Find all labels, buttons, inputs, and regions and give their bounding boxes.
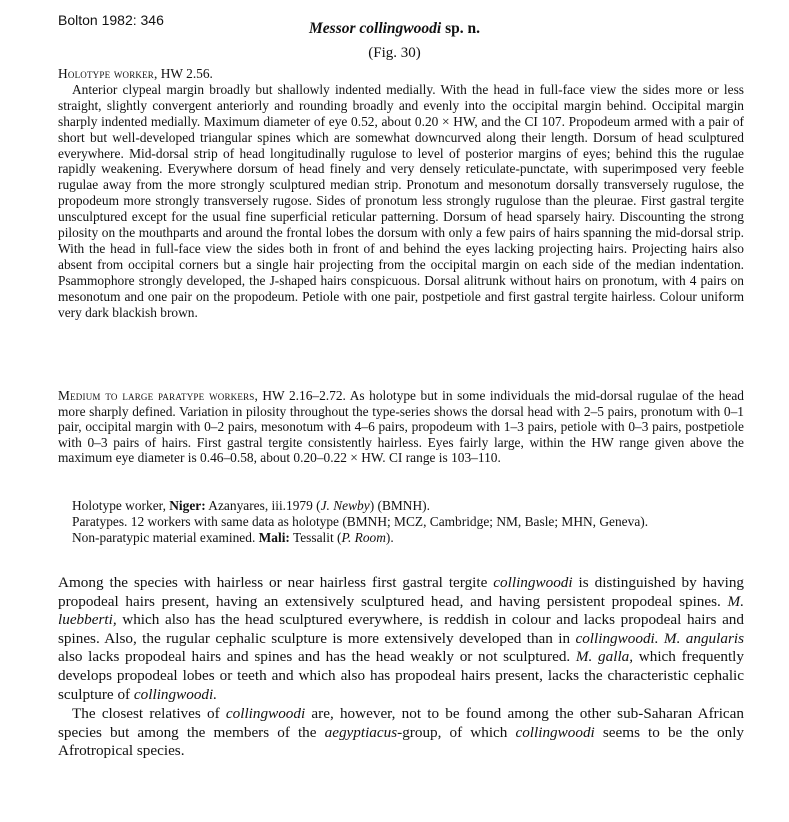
- discussion-text: is distinguished by having propodeal hairs present, having an extensively sculptured head, and having persistent propodeal spines.: [58, 574, 745, 610]
- species-ref: M. galla,: [575, 648, 634, 666]
- species-ref: collingwoodi: [515, 723, 595, 741]
- figure-reference: (Fig. 30): [368, 45, 421, 61]
- holotype-depository: ) (BMNH).: [369, 498, 430, 513]
- material-examined: [58, 498, 744, 546]
- discussion-paragraph-1: [58, 574, 744, 704]
- species-ref: collingwoodi. M. angularis: [575, 629, 744, 647]
- holotype-description: [58, 66, 744, 321]
- holotype-text: Anterior clypeal margin broadly but shallowly indented medially. With the head in full-face view the sides more or less straight, slightly convergent anteriorly and rounding broadly and evenly into the occipital margin behind. Occipital margin sharply indented medially. Maximum diameter of eye 0.52, about 0.20 × HW, and the CI 107. Propodeum armed with a pair of short but well-developed triangular spines which are somewhat downcurved along their length. Dorsum of head sculptured everywhere. Mid-dorsal strip of head longitudinally rugulose to level of posterior margins of eyes; behind this the rugulae rapidly weakening. Everywhere dorsum of head finely and very densely reticulate-punctate, with superimposed very feeble rugulae away from the more strongly sculptured median strip. Pronotum and mesonotum dorsally transversely rugulose, the propodeum more strongly transversely rugose. Sides of pronotum less strongly rugulose than the pleurae. First gastral tergite unsculptured except for the usual fine superficial reticular patterning. Dorsum of head sparsely hairy. Discounting the strong pilosity on the mouthparts and around the frontal lobes the dorsum with only a few pairs of hairs spanning the mid-dorsal strip. With the head in full-face view the sides both in front of and behind the eyes lacking projecting hairs. Projecting hairs also absent from occipital corners but a single hair projecting from the occipital margin on each side of the median indentation. Psammophore strongly developed, the J-shaped hairs conspicuous. Dorsal alitrunk without hairs on pronotum, with 4 pairs on mesonotum and one pair on the propodeum. Petiole with one pair, postpetiole and first gastral tergite hairless. Colour uniform very dark blackish brown.: [58, 81, 744, 320]
- holotype-hw: , HW 2.56.: [154, 66, 213, 81]
- holotype-heading: Holotype worker: [58, 66, 155, 81]
- discussion: [58, 574, 744, 761]
- discussion-text: which also has the head sculptured everywhere, is reddish in colour and lacks propodeal hairs and spines. Also, the rugular cephalic sculpture is more extensively developed than in: [58, 611, 744, 647]
- holotype-country: Niger:: [169, 498, 206, 513]
- nonparatypic-collector: P. Room: [341, 530, 386, 545]
- paratype-description: [58, 388, 744, 466]
- nonparatypic-pre: Non-paratypic material examined.: [72, 530, 259, 545]
- paratype-material: Paratypes. 12 workers with same data as holotype (BMNH; MCZ, Cambridge; NM, Basle; MHN, Geneva).: [72, 514, 649, 529]
- discussion-text: seems to be the only Afrotropical species.: [58, 723, 745, 760]
- discussion-paragraph-2: [58, 705, 744, 761]
- species-ref: collingwoodi.: [133, 685, 218, 703]
- species-name: Messor collingwoodi: [309, 20, 442, 37]
- discussion-text: The closest relatives of: [72, 705, 226, 723]
- holotype-locality: Azanyares, iii.1979 (: [205, 498, 321, 513]
- species-ref: collingwoodi: [225, 705, 306, 723]
- nonparatypic-material: [58, 530, 744, 546]
- nonparatypic-locality: Tessalit (: [289, 530, 342, 545]
- paratype-hw: , HW 2.16–2.72.: [254, 388, 346, 403]
- nonparatypic-post: ).: [385, 530, 394, 545]
- holotype-material: [58, 498, 744, 514]
- citation-label: Bolton 1982: 346: [58, 12, 164, 28]
- species-ref: collingwoodi: [493, 574, 573, 591]
- discussion-text: are, however, not to be found among the other sub-Saharan African species but among the members of the: [58, 705, 745, 741]
- discussion-text: which frequently develops propodeal lobes or teeth and which also has propodeal hairs present, lacks the characteristic cephalic sculpture of: [58, 648, 744, 703]
- species-status: sp. n.: [441, 20, 480, 37]
- discussion-text: -group, of which: [397, 723, 516, 741]
- holotype-material-pre: Holotype worker,: [72, 498, 170, 513]
- discussion-text: also lacks propodeal hairs and spines and has the head weakly or not sculptured.: [58, 648, 576, 666]
- paratype-text: As holotype but in some individuals the mid-dorsal rugulae of the head more sharply defined. Variation in pilosity throughout the type-series shows the dorsal head with 2–5 pairs, pronotum with 0–1 pair, occipital margin with 0–2 pairs, mesonotum with 4–6 pairs, propodeum with 1–3 pairs, petiole with 0–3 pairs, postpetiole with 0–3 pairs of hairs. First gastral tergite consistently hairless. Eyes fairly large, within the HW range given above the maximum eye diameter is 0.46–0.58, about 0.20–0.22 × HW. CI range is 103–110.: [58, 388, 744, 466]
- nonparatypic-country: Mali:: [258, 530, 290, 545]
- species-title: [0, 20, 789, 38]
- holotype-collector: J. Newby: [320, 498, 370, 513]
- paratype-heading: Medium to large paratype workers: [58, 388, 255, 403]
- species-ref: M. luebberti,: [58, 592, 744, 629]
- species-group-ref: aegyptiacus: [324, 723, 398, 741]
- discussion-text: Among the species with hairless or near hairless first gastral tergite: [58, 574, 494, 591]
